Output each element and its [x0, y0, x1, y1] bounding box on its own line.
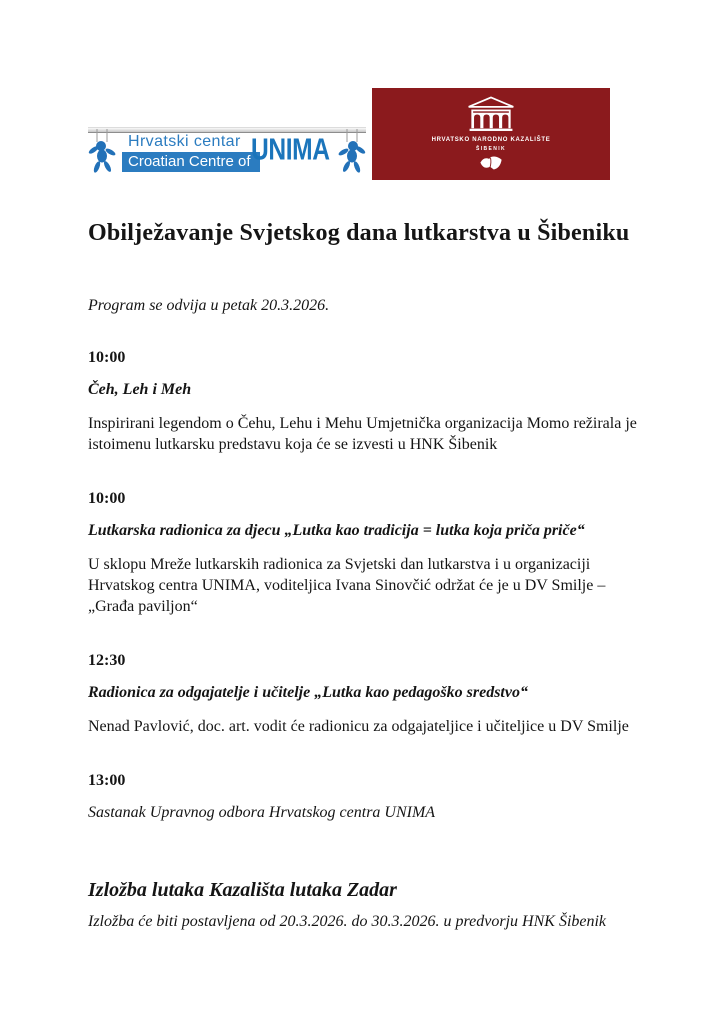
- puppet-icon-right: [338, 129, 366, 177]
- theatre-building-icon: [466, 96, 516, 132]
- unima-logo-line-en: Croatian Centre of: [122, 152, 260, 172]
- unima-wordmark: UNIMA: [251, 133, 330, 167]
- entry-description: U sklopu Mreže lutkarskih radionica za Svjetski dan lutkarstva i u organizaciji Hrvatskog centra UNIMA, voditeljica Ivana Sinovčić održat će je u DV Smilje – „Građa paviljon“: [88, 556, 606, 615]
- entry-time: 10:00: [88, 490, 126, 507]
- schedule-entry-1: [88, 347, 640, 455]
- schedule-entry-2: [88, 488, 640, 617]
- unima-logo: [88, 120, 366, 186]
- entry-time: 10:00: [88, 349, 126, 366]
- exhibition-description: Izložba će biti postavljena od 20.3.2026. do 30.3.2026. u predvorju HNK Šibenik: [88, 913, 607, 930]
- entry-time: 13:00: [88, 772, 126, 789]
- page-title: Obilježavanje Svjetskog dana lutkarstva u Šibeniku: [88, 220, 630, 246]
- entry-description: Inspirirani legendom o Čehu, Lehu i Mehu Umjetnička organizacija Momo režirala je istoimenu lutkarsku predstavu koja će se izvesti u HNK Šibenik: [88, 415, 637, 453]
- entry-heading: Čeh, Leh i Meh: [88, 381, 192, 398]
- entry-note: Sastanak Upravnog odbora Hrvatskog centra UNIMA: [88, 804, 436, 821]
- puppet-icon-left: [88, 129, 116, 177]
- theatre-masks-icon: [479, 155, 503, 172]
- hnk-logo-city: ŠIBENIK: [475, 146, 507, 152]
- hnk-sibenik-logo: [372, 88, 610, 180]
- entry-heading: Lutkarska radionica za djecu „Lutka kao tradicija = lutka koja priča priče“: [88, 522, 585, 539]
- exhibition-section: [88, 877, 640, 932]
- exhibition-heading: Izložba lutaka Kazališta lutaka Zadar: [88, 879, 397, 901]
- program-date-line: Program se odvija u petak 20.3.2026.: [88, 297, 330, 314]
- hnk-logo-name: HRVATSKO NARODNO KAZALIŠTE: [431, 137, 551, 143]
- document-body: [88, 220, 640, 932]
- unima-logo-line-hr: Hrvatski centar: [128, 133, 241, 150]
- entry-heading: Radionica za odgajatelje i učitelje „Lutka kao pedagoško sredstvo“: [88, 684, 528, 701]
- entry-description: Nenad Pavlović, doc. art. vodit će radionicu za odgajateljice i učiteljice u DV Smilje: [88, 718, 629, 735]
- schedule-entry-3: [88, 650, 640, 737]
- unima-logo-text: [122, 134, 260, 172]
- entry-time: 12:30: [88, 652, 126, 669]
- schedule-entry-4: [88, 770, 640, 823]
